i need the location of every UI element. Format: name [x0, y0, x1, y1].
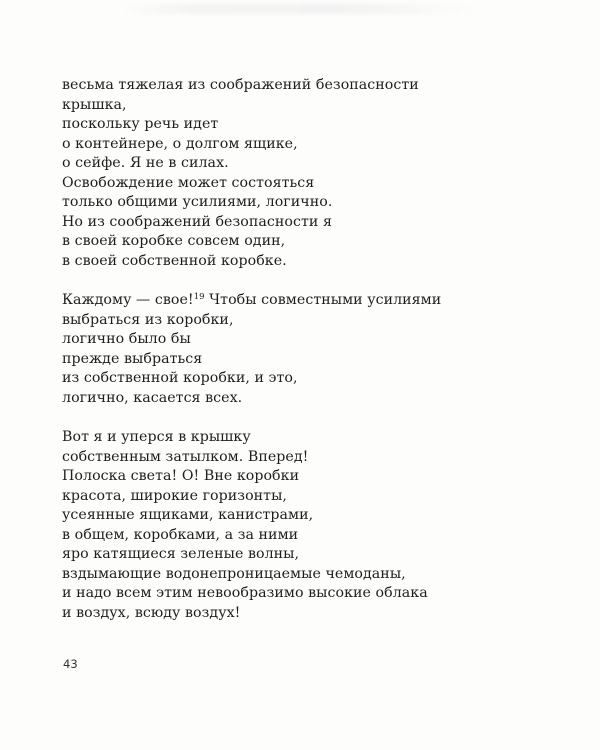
- stanza-1: [62, 76, 482, 271]
- poem-line: усеянные ящиками, канистрами,: [62, 507, 314, 523]
- poem-line-with-footnote: [62, 291, 482, 311]
- stanza-2: [62, 291, 482, 408]
- poem-line: в общем, коробками, а за ними: [62, 526, 299, 543]
- poem-line: только общими усилиями, логично.: [62, 194, 333, 210]
- poem-line: о сейфе. Я не в силах.: [62, 155, 229, 171]
- stanza-3: [62, 428, 482, 623]
- poem-line: Но из соображений безопасности я: [62, 213, 332, 230]
- poem-line: поскольку речь идет: [62, 116, 219, 132]
- poem-line: яро катящиеся зеленые волны,: [62, 546, 300, 562]
- poem-line: в своей собственной коробке.: [62, 252, 287, 269]
- poem-line: Освобождение может состояться: [62, 174, 315, 191]
- poem-text: [62, 76, 482, 643]
- page-number: 43: [63, 657, 78, 671]
- footnote-marker: 19: [193, 292, 205, 302]
- poem-line: вздымающие водонепроницаемые чемоданы,: [62, 565, 406, 582]
- poem-line: из собственной коробки, и это,: [62, 370, 298, 386]
- poem-line: и воздух, всюду воздух!: [62, 604, 241, 621]
- poem-line: выбраться из коробки,: [62, 311, 234, 328]
- show-through-bleed: [120, 4, 480, 14]
- poem-line: Полоска света! О! Вне коробки: [62, 468, 300, 484]
- poem-line: в своей коробке совсем один,: [62, 233, 286, 249]
- poem-line: красота, широкие горизонты,: [62, 487, 287, 504]
- poem-line-part: Чтобы совместными усилиями: [204, 292, 442, 308]
- poem-line: крышка,: [62, 96, 127, 113]
- poem-line-part: Каждому — свое!: [62, 292, 194, 308]
- poem-line: собственным затылком. Вперед!: [62, 448, 309, 465]
- poem-line: прежде выбраться: [62, 350, 203, 367]
- poem-line: логично было бы: [62, 331, 191, 347]
- poem-line: весьма тяжелая из соображений безопасности: [62, 77, 419, 93]
- poem-line: и надо всем этим невообразимо высокие облака: [62, 585, 428, 601]
- poem-line: о контейнере, о долгом ящике,: [62, 135, 298, 152]
- poem-line: Вот я и уперся в крышку: [62, 429, 251, 445]
- poem-line: логично, касается всех.: [62, 389, 243, 406]
